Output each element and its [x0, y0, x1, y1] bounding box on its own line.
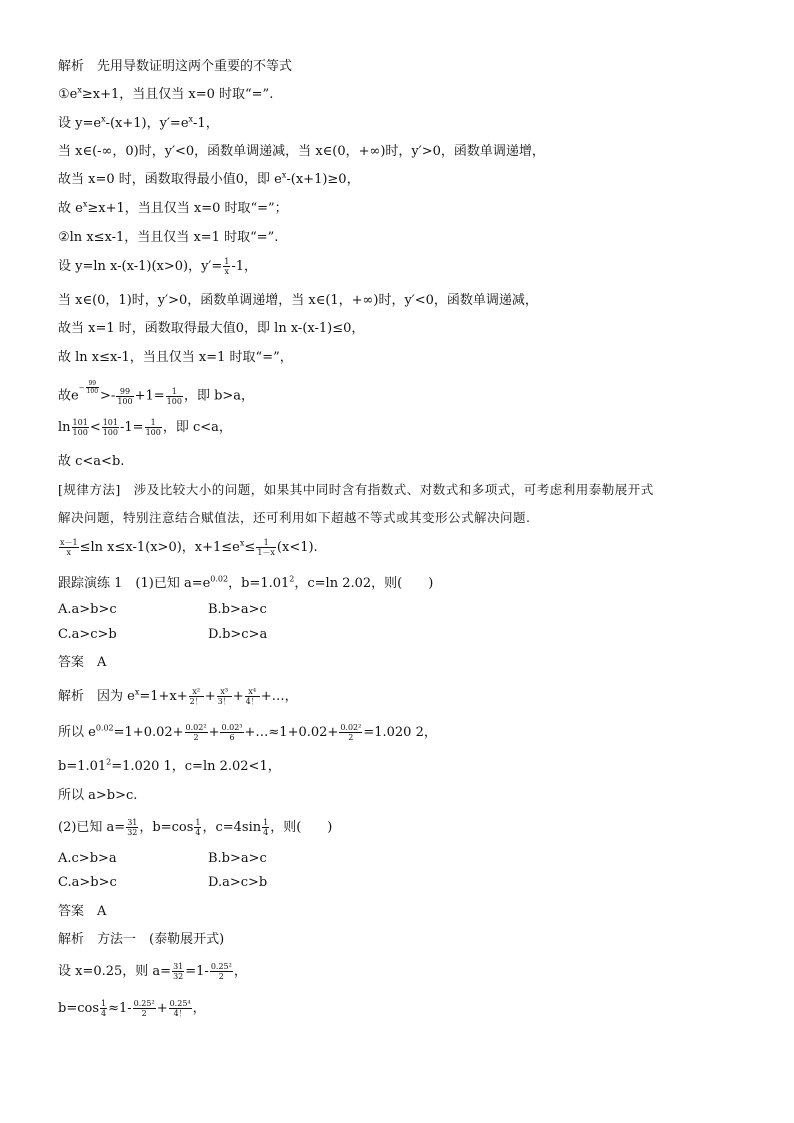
rule-method-cont: 解决问题，特别注意结合赋值法，还可利用如下超越不等式或其变形公式解决问题. [58, 510, 531, 525]
monotonic-1: 当 x∈(-∞，0)时，y′<0，函数单调递减，当 x∈(0，+∞)时，y′>0，函数单调递增， [58, 144, 545, 159]
den: 100 [166, 396, 182, 406]
exp: x [188, 114, 194, 124]
fraction [262, 818, 269, 837]
den: 2 [193, 733, 199, 742]
exp: x [239, 538, 245, 548]
method-one: 解析 方法一 (泰勒展开式) [58, 932, 225, 947]
den: 2！ [189, 697, 203, 706]
fraction [172, 962, 184, 981]
exp: 2 [106, 757, 112, 767]
num: 99 [86, 380, 99, 388]
conclusion-2: 故 ln x≤x-1，当且仅当 x=1 时取“=”， [58, 350, 293, 365]
text: 所以 e [58, 725, 96, 740]
text: 设 y=ln x-(x-1)(x>0)，y′= [58, 259, 223, 274]
text: ，b=cos [139, 820, 194, 835]
compute-b-2 [58, 999, 206, 1018]
text: < [89, 420, 101, 435]
num: 101 [72, 418, 88, 427]
fraction [166, 387, 183, 406]
fraction [133, 999, 156, 1018]
max-value: 故当 x=1 时，函数取得最大值0，即 ln x-(x-1)≤0， [58, 321, 365, 336]
text: =1.020 2， [363, 725, 437, 740]
text: (2)已知 a= [58, 820, 126, 835]
text: ，c=4sin [202, 820, 262, 835]
compute-a [58, 723, 437, 742]
num: 0.25² [133, 999, 155, 1008]
text: ，即 b>a， [183, 388, 255, 404]
text: +…≈1+0.02+ [244, 725, 339, 740]
fraction [256, 538, 276, 557]
text: =1- [185, 964, 209, 979]
num: 1 [263, 818, 269, 827]
text: -1， [231, 259, 258, 274]
text: + [232, 689, 244, 704]
text: ①e [58, 87, 78, 102]
text: ≥x+1，当且仅当 x=0 时取“=”. [81, 87, 274, 102]
text: (x<1). [276, 540, 318, 555]
num: 99 [116, 387, 133, 397]
fraction [126, 818, 138, 837]
option-d-2[interactable]: D.a>c>b [208, 875, 268, 890]
exp: x [82, 199, 88, 209]
num: 1 [101, 999, 107, 1008]
den: 2 [218, 972, 224, 981]
text: ，即 c<a， [162, 420, 232, 435]
den: 32 [127, 828, 138, 837]
den: 6 [229, 733, 235, 742]
text: ≤ [244, 540, 256, 555]
num: 1 [256, 538, 276, 548]
text: +1= [134, 388, 165, 404]
num: 0.25² [210, 962, 232, 971]
text: ln [58, 420, 71, 435]
fraction [189, 687, 204, 706]
fraction [245, 687, 260, 706]
num: 0.02² [340, 723, 362, 732]
exp: x [77, 85, 82, 95]
text: ≈1- [108, 1001, 132, 1016]
text: b=1.01 [58, 759, 107, 774]
exp: 0.02 [95, 723, 114, 733]
text: + [156, 1001, 168, 1016]
fraction [185, 723, 208, 742]
text: + [204, 689, 216, 704]
inequality-2: ②ln x≤x-1，当且仅当 x=1 时取“=”. [58, 230, 279, 245]
final-order-2: 所以 a>b>c. [58, 788, 138, 803]
den: 4 [195, 828, 201, 837]
num: 0.02³ [221, 723, 243, 732]
transcendental-inequality [58, 538, 318, 557]
exp: x [101, 114, 106, 124]
define-y1 [58, 115, 219, 133]
fraction [339, 723, 362, 742]
text: b=cos [58, 1001, 99, 1016]
fraction [102, 418, 119, 437]
exp: x [281, 170, 287, 180]
text: 故当 x=0 时，函数取得最小值0，即 e [58, 172, 282, 187]
text: -1， [193, 116, 219, 131]
exp: x [134, 687, 140, 697]
exp: 0.02 [210, 574, 229, 584]
option-c-2[interactable]: C.a>b>c [58, 875, 117, 890]
taylor-expansion [58, 687, 298, 706]
den: 100 [86, 388, 99, 395]
den: x [224, 267, 230, 276]
num: 1 [195, 818, 201, 827]
den: 100 [145, 428, 161, 437]
option-b-1[interactable]: B.b>a>c [208, 602, 267, 617]
text: +…， [260, 689, 298, 704]
text: ， [233, 964, 247, 979]
option-a-2[interactable]: A.c>b>a [58, 851, 117, 866]
text: ，则( ) [270, 820, 333, 835]
num: x－1 [60, 538, 78, 547]
monotonic-2: 当 x∈(0，1)时，y′>0，函数单调递增，当 x∈(1，+∞)时，y′<0，函数单调递减， [58, 293, 538, 308]
den: 100 [117, 396, 133, 406]
answer-2: 答案 A [58, 904, 107, 919]
text: =1+0.02+ [113, 725, 184, 740]
option-a-1[interactable]: A.a>b>c [58, 602, 117, 617]
text: ≤ln x≤x-1(x>0)，x+1≤e [79, 540, 240, 555]
num: x³ [217, 687, 232, 697]
define-y2 [58, 257, 257, 276]
min-value [58, 171, 360, 189]
text: =1+x+ [139, 689, 188, 704]
den: 4 [101, 1009, 107, 1018]
den: 2 [348, 733, 354, 742]
fraction [59, 538, 79, 557]
text: ≥x+1，当且仅当 x=0 时取“=”； [87, 201, 288, 216]
den: 3！ [217, 697, 231, 706]
exercise-2 [58, 818, 332, 837]
text: ， [192, 1001, 206, 1016]
conclusion-1 [58, 200, 288, 218]
fraction [145, 418, 162, 437]
text: 跟踪演练 1 (1)已知 a=e [58, 576, 211, 591]
den: 4！ [173, 1009, 187, 1018]
fraction [217, 687, 232, 706]
compute-a-2 [58, 962, 247, 981]
den: 32 [173, 972, 184, 981]
compute-b-c [58, 758, 281, 776]
option-c-1[interactable]: C.a>c>b [58, 627, 117, 642]
inequality-1 [58, 86, 273, 104]
den: 100 [102, 428, 118, 437]
exp: 2 [289, 574, 295, 584]
compare-c-a [58, 418, 232, 437]
fraction [116, 387, 133, 406]
fraction [210, 962, 233, 981]
den: x [66, 548, 72, 557]
text: 设 y=e [58, 116, 102, 131]
text: ，b=1.01 [228, 576, 290, 591]
num: 1 [145, 418, 162, 428]
text: -(x+1)≥0， [286, 172, 360, 187]
exp: − 99 100 [78, 380, 99, 395]
text: 故e [58, 388, 79, 404]
num: 0.25⁴ [169, 999, 191, 1008]
den: 2 [141, 1009, 147, 1018]
analysis-intro: 解析 先用导数证明这两个重要的不等式 [58, 59, 293, 74]
den: 1－x [257, 548, 275, 557]
num: 31 [173, 962, 184, 971]
final-order-1: 故 c<a<b. [58, 454, 125, 469]
text: 设 x=0.25，则 a= [58, 964, 172, 979]
num: x⁴ [245, 687, 260, 697]
den: 4 [263, 828, 269, 837]
text: -1= [120, 420, 144, 435]
text: + [208, 725, 220, 740]
fraction [220, 723, 243, 742]
num: x² [189, 687, 204, 697]
fraction [72, 418, 89, 437]
den: 100 [72, 428, 88, 437]
option-b-2[interactable]: B.b>a>c [208, 851, 267, 866]
fraction [86, 380, 99, 395]
compare-b-a [58, 380, 254, 406]
text: -(x+1)，y′=e [105, 116, 189, 131]
text: ，c=ln 2.02，则( ) [294, 576, 434, 591]
num: 101 [102, 418, 118, 427]
fraction [169, 999, 192, 1018]
fraction [194, 818, 201, 837]
fraction [223, 257, 230, 276]
rule-method: [规律方法] 涉及比较大小的问题，如果其中同时含有指数式、对数式和多项式，可考虑利用泰勒展开式 [58, 482, 654, 497]
text: 解析 因为 e [58, 689, 135, 704]
answer-1: 答案 A [58, 655, 107, 670]
num: 1 [224, 257, 230, 266]
text: 故 e [58, 201, 83, 216]
exercise-1 [58, 575, 433, 593]
den: 4！ [245, 697, 259, 706]
text: =1.020 1，c=ln 2.02<1， [111, 759, 281, 774]
fraction [100, 999, 107, 1018]
num: 1 [166, 387, 183, 397]
text: >- [100, 388, 116, 404]
num: 31 [127, 818, 138, 827]
num: 0.02² [185, 723, 207, 732]
option-d-1[interactable]: D.b>c>a [208, 627, 268, 642]
